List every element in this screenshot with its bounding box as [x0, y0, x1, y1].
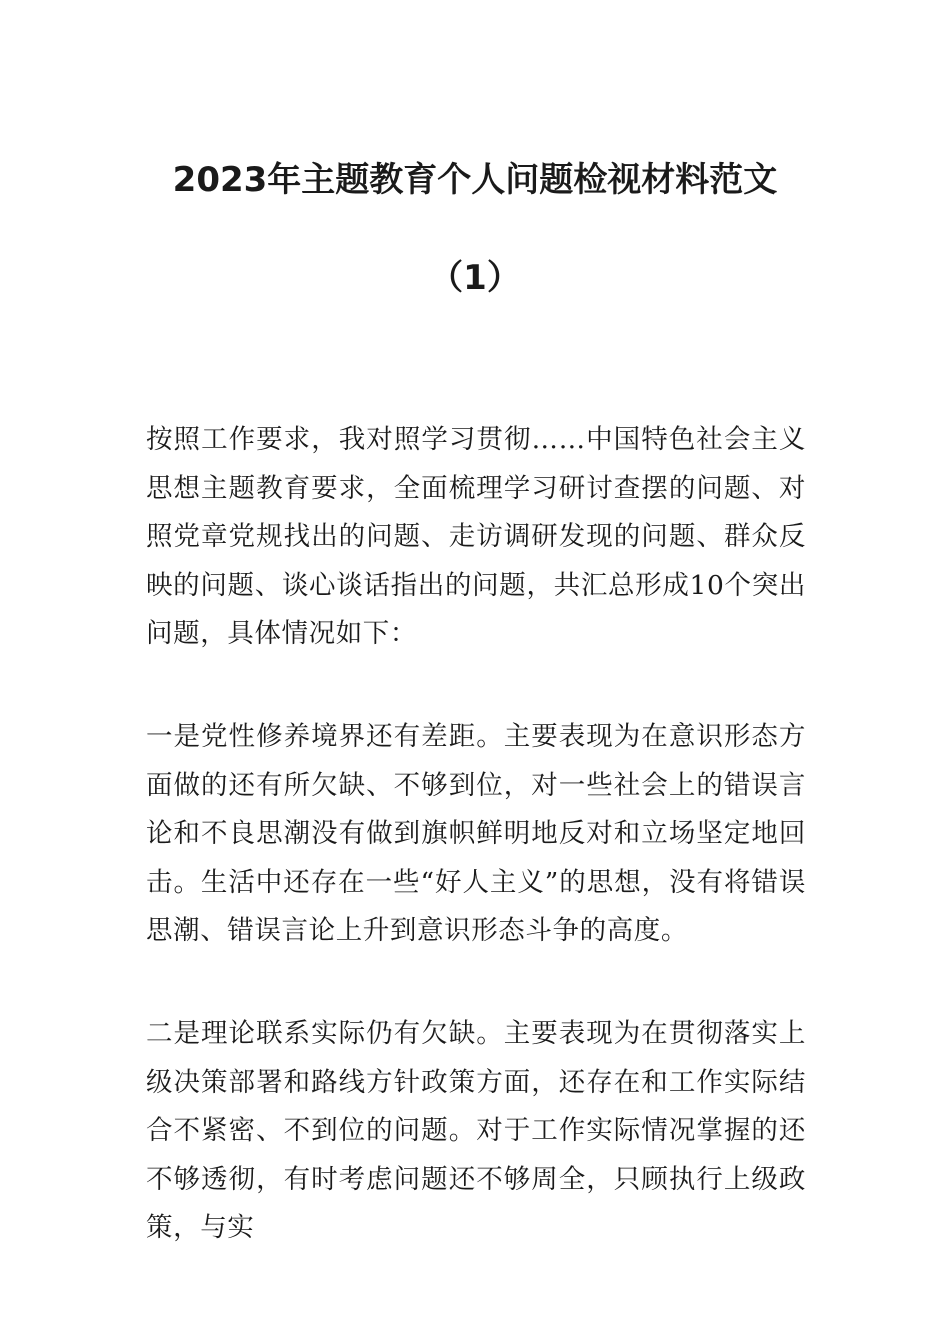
document-title: 2023年主题教育个人问题检视材料范文: [172, 160, 778, 200]
document-subtitle: （1）: [429, 258, 521, 298]
paragraph-intro: 按照工作要求，我对照学习贯彻……中国特色社会主义思想主题教育要求，全面梳理学习研讨查摆的问题、对照党章党规找出的问题、走访调研发现的问题、群众反映的问题、谈心谈话指出的问题，共汇总形成10个突出问题，具体情况如下：: [146, 424, 806, 649]
paragraph-problem-1: 一是党性修养境界还有差距。主要表现为在意识形态方面做的还有所欠缺、不够到位，对一些社会上的错误言论和不良思潮没有做到旗帜鲜明地反对和立场坚定地回击。生活中还存在一些“好人主义”的思想，没有将错误思潮、错误言论上升到意识形态斗争的高度。: [146, 721, 806, 946]
paragraph-problem-2: 二是理论联系实际仍有欠缺。主要表现为在贯彻落实上级决策部署和路线方针政策方面，还存在和工作实际结合不紧密、不到位的问题。对于工作实际情况掌握的还不够透彻，有时考虑问题还不够周全，只顾执行上级政策，与实: [146, 1018, 806, 1243]
